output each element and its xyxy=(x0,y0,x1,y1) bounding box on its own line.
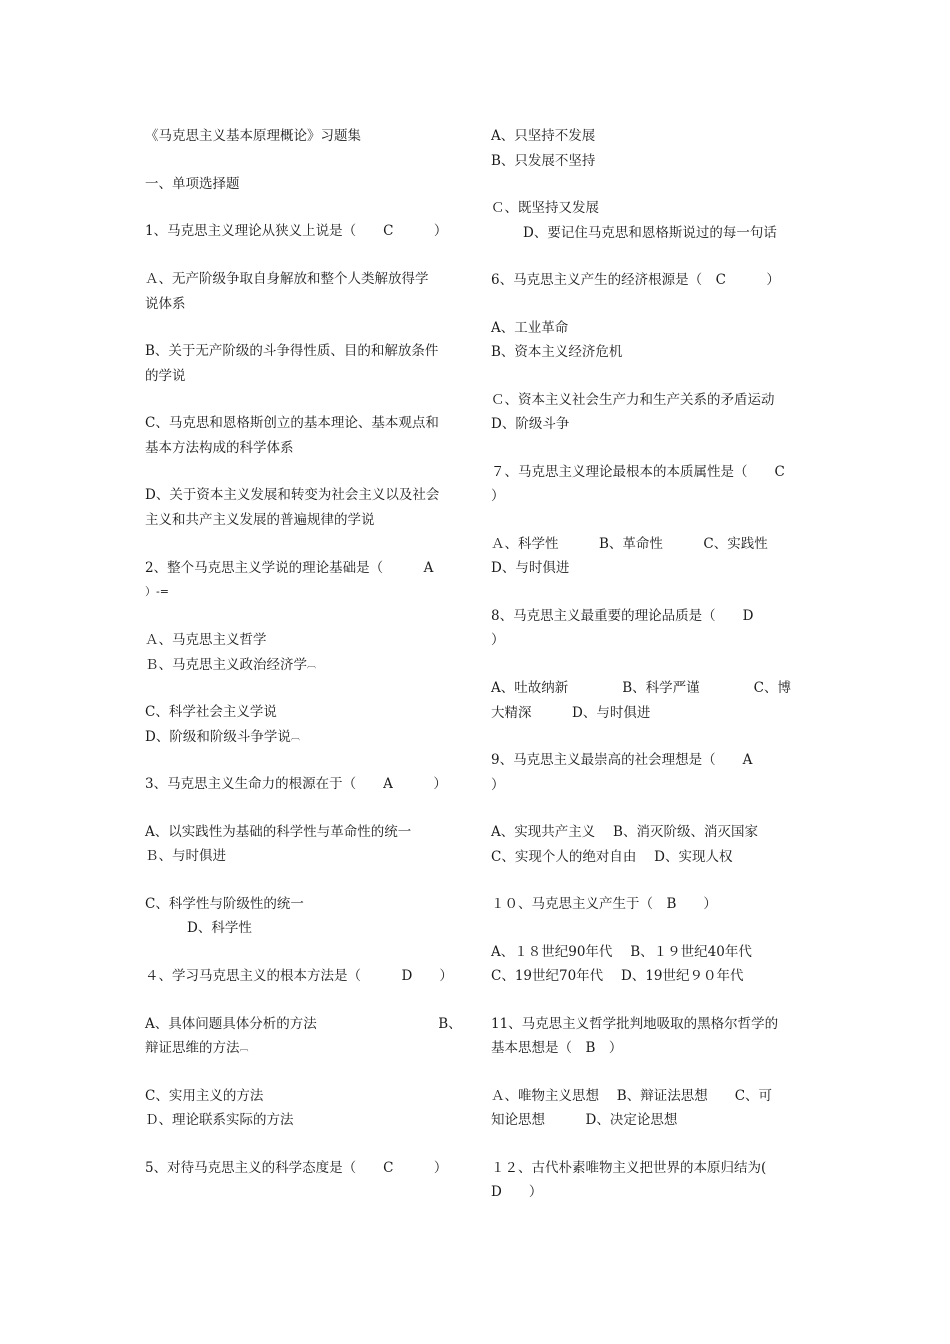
question-1: 1、马克思主义理论从狭义上说是（ C ） xyxy=(145,223,448,239)
left-column xyxy=(145,0,465,1344)
scan-mark-icon: ︹ xyxy=(307,660,317,671)
q6-option-b: B、资本主义经济危机 xyxy=(491,344,623,360)
q10-options-ab: A、１８世纪90年代 B、１９世纪40年代 xyxy=(491,944,752,960)
question-5: 5、对待马克思主义的科学态度是（ C ） xyxy=(145,1160,448,1176)
q1-option-a-cont: 说体系 xyxy=(145,296,186,312)
question-4: ４、学习马克思主义的根本方法是（ D ） xyxy=(145,968,453,984)
q1-option-c-cont: 基本方法构成的科学体系 xyxy=(145,440,294,456)
q11-options: Ａ、唯物主义思想 B、辩证法思想 C、可 xyxy=(491,1088,773,1104)
q9-options-cd: C、实现个人的绝对自由 D、实现人权 xyxy=(491,849,733,865)
q5-option-a: A、只坚持不发展 xyxy=(491,128,596,144)
question-7: ７、马克思主义理论最根本的本质属性是（ C xyxy=(491,464,785,480)
q2-option-b-text: Ｂ、马克思主义政治经济学 xyxy=(145,657,307,673)
q6-option-d: D、阶级斗争 xyxy=(491,416,570,432)
question-11: 11、马克思主义哲学批判地吸取的黑格尔哲学的 xyxy=(491,1016,779,1032)
question-10: １０、马克思主义产生于（ B ） xyxy=(491,896,717,912)
question-7-cont: ） xyxy=(491,488,505,504)
q11-options-cont: 知论思想 D、决定论思想 xyxy=(491,1112,678,1128)
question-3: 3、马克思主义生命力的根源在于（ A ） xyxy=(145,776,447,792)
q8-options-cont: 大精深 D、与时俱进 xyxy=(491,705,651,721)
question-2: 2、整个马克思主义学说的理论基础是（ A xyxy=(145,560,434,576)
q3-option-d: D、科学性 xyxy=(187,920,252,936)
question-8-cont: ） xyxy=(491,632,505,648)
question-9: 9、马克思主义最崇高的社会理想是（ A xyxy=(491,752,753,768)
q1-option-a: Ａ、无产阶级争取自身解放和整个人类解放得学 xyxy=(145,271,429,287)
question-12: １２、古代朴素唯物主义把世界的本原归结为( xyxy=(491,1160,767,1176)
q9-options-ab: A、实现共产主义 B、消灭阶级、消灭国家 xyxy=(491,824,758,840)
q4-option-d: Ｄ、理论联系实际的方法 xyxy=(145,1112,294,1128)
q1-option-d-cont: 主义和共产主义发展的普遍规律的学说 xyxy=(145,512,375,528)
q4-option-b xyxy=(145,1038,249,1058)
q6-option-c: Ｃ、资本主义社会生产力和生产关系的矛盾运动 xyxy=(491,392,775,408)
q5-option-c: Ｃ、既坚持又发展 xyxy=(491,200,599,216)
q4-option-a: A、具体问题具体分析的方法 B、 xyxy=(145,1016,462,1032)
q8-options: A、吐故纳新 B、科学严谨 C、博 xyxy=(491,680,791,696)
question-2-cont: ）-= xyxy=(145,585,169,598)
q2-option-a: Ａ、马克思主义哲学 xyxy=(145,632,267,648)
q2-option-b xyxy=(145,655,316,675)
question-6: 6、马克思主义产生的经济根源是（ C ） xyxy=(491,272,780,288)
q7-option-d: D、与时俱进 xyxy=(491,560,570,576)
q1-option-b: B、关于无产阶级的斗争得性质、目的和解放条件 xyxy=(145,343,439,359)
q5-option-d: D、要记住马克思和恩格斯说过的每一句话 xyxy=(523,225,777,241)
q10-options-cd: C、19世纪70年代 D、19世纪９０年代 xyxy=(491,968,744,984)
scan-mark-icon: ︹ xyxy=(239,1043,249,1054)
section-heading: 一、单项选择题 xyxy=(145,176,240,192)
q2-option-d-text: D、阶级和阶级斗争学说 xyxy=(145,729,291,745)
q1-option-b-cont: 的学说 xyxy=(145,368,186,384)
q3-option-c: C、科学性与阶级性的统一 xyxy=(145,896,304,912)
q1-option-d: D、关于资本主义发展和转变为社会主义以及社会 xyxy=(145,487,440,503)
question-11-cont: 基本思想是（ B ） xyxy=(491,1040,623,1056)
q6-option-a: A、工业革命 xyxy=(491,320,569,336)
q1-option-c: C、马克思和恩格斯创立的基本理论、基本观点和 xyxy=(145,415,439,431)
document-title: 《马克思主义基本原理概论》习题集 xyxy=(145,128,361,144)
scan-mark-icon: ︹ xyxy=(290,732,300,743)
q4-option-b-text: 辩证思维的方法 xyxy=(145,1040,240,1056)
q7-options-abc: Ａ、科学性 B、革命性 C、实践性 xyxy=(491,536,768,552)
q3-option-b: Ｂ、与时俱进 xyxy=(145,848,226,864)
q3-option-a: A、以实践性为基础的科学性与革命性的统一 xyxy=(145,824,412,840)
question-9-cont: ） xyxy=(491,777,505,793)
q4-option-c: C、实用主义的方法 xyxy=(145,1088,264,1104)
q2-option-c: C、科学社会主义学说 xyxy=(145,704,277,720)
question-12-cont: D ） xyxy=(491,1184,543,1200)
right-column xyxy=(491,0,811,1344)
q2-option-d xyxy=(145,727,300,747)
question-8: 8、马克思主义最重要的理论品质是（ D xyxy=(491,608,754,624)
q5-option-b: B、只发展不坚持 xyxy=(491,153,596,169)
